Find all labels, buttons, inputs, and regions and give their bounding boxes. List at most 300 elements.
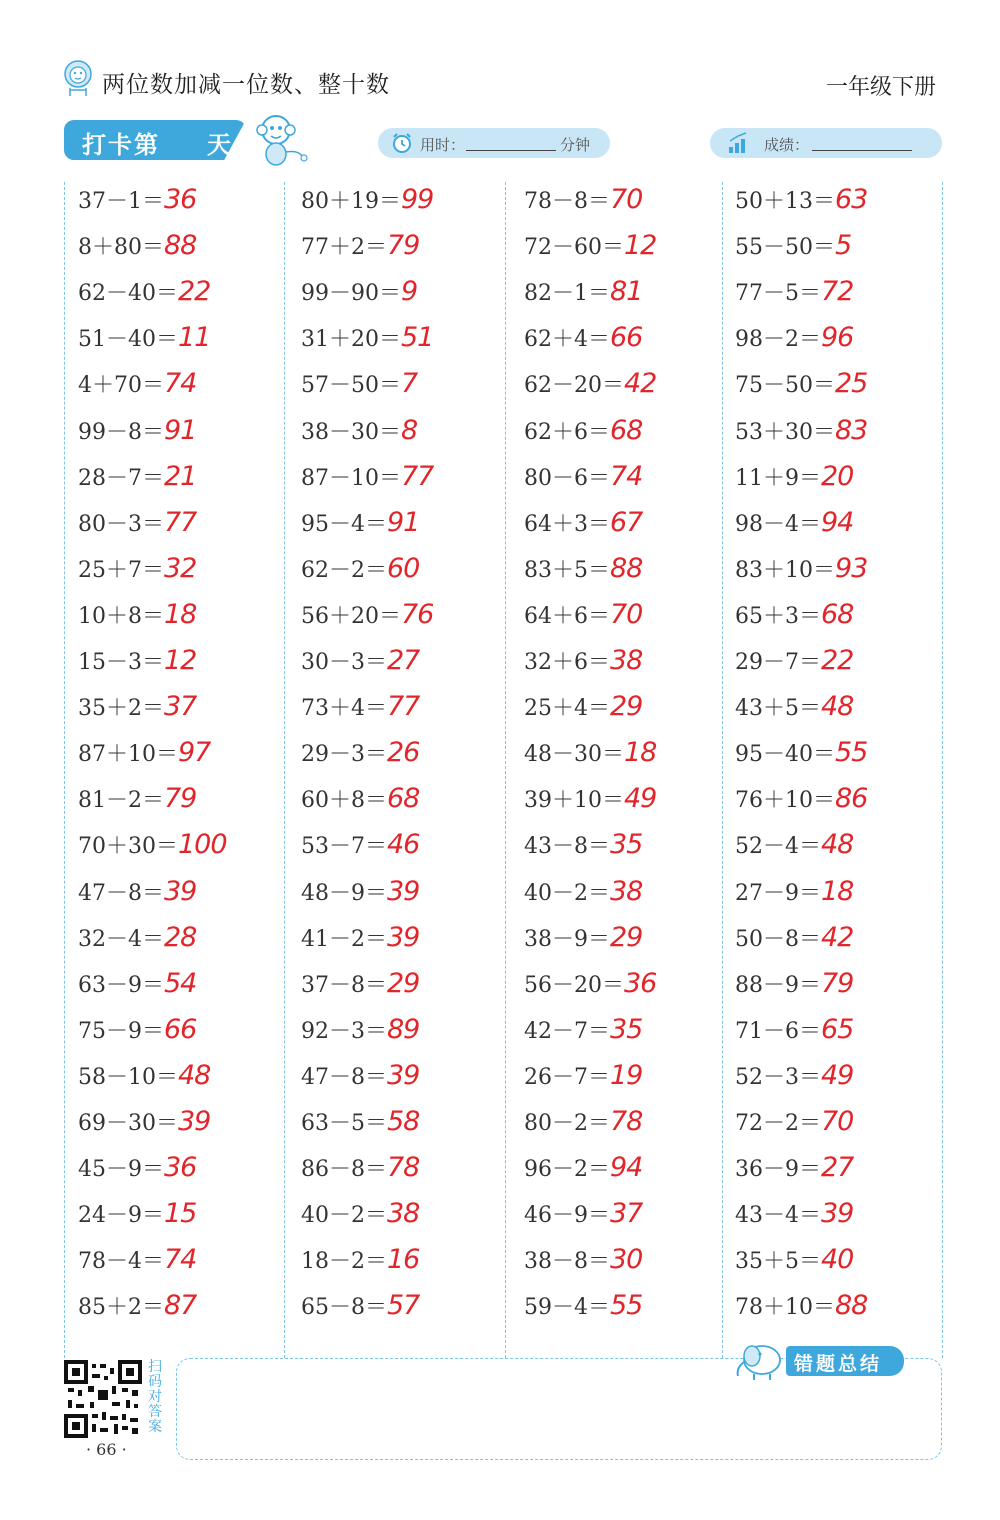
problem-row bbox=[524, 1290, 642, 1336]
problem-row bbox=[301, 599, 433, 645]
problem-equation: 60＋8＝ bbox=[301, 788, 387, 814]
handwritten-answer[interactable]: 38 bbox=[610, 645, 643, 676]
problem-row bbox=[301, 507, 419, 553]
problem-equation: 88－9＝ bbox=[735, 972, 821, 998]
problem-equation: 83＋5＝ bbox=[524, 557, 610, 583]
problem-equation: 4＋70＝ bbox=[78, 373, 164, 399]
handwritten-answer[interactable]: 49 bbox=[821, 1059, 854, 1091]
problem-row bbox=[78, 645, 196, 691]
handwritten-answer[interactable]: 70 bbox=[610, 184, 643, 215]
problem-row bbox=[524, 276, 642, 322]
problem-equation: 35＋5＝ bbox=[735, 1249, 821, 1275]
problem-equation: 10＋8＝ bbox=[78, 603, 164, 629]
problem-equation: 29－7＝ bbox=[735, 650, 821, 675]
problem-equation: 64＋6＝ bbox=[524, 603, 610, 629]
handwritten-answer[interactable]: 74 bbox=[610, 460, 643, 492]
problem-equation: 64＋3＝ bbox=[524, 511, 610, 537]
problem-equation: 43＋5＝ bbox=[735, 696, 821, 722]
problem-equation: 48－9＝ bbox=[301, 880, 387, 906]
column-divider bbox=[942, 182, 943, 1358]
handwritten-answer[interactable]: 68 bbox=[387, 783, 420, 815]
problem-row bbox=[78, 829, 227, 875]
handwritten-answer[interactable]: 70 bbox=[610, 598, 643, 630]
handwritten-answer[interactable]: 32 bbox=[164, 552, 197, 584]
problem-equation: 80－2＝ bbox=[524, 1111, 610, 1136]
problem-row bbox=[735, 1152, 853, 1198]
problem-equation: 65＋3＝ bbox=[735, 603, 821, 629]
problem-equation: 11＋9＝ bbox=[735, 465, 821, 491]
handwritten-answer[interactable]: 55 bbox=[835, 737, 868, 769]
problem-equation: 62＋6＝ bbox=[524, 419, 610, 445]
problem-equation: 72－2＝ bbox=[735, 1111, 821, 1136]
handwritten-answer[interactable]: 91 bbox=[387, 506, 420, 538]
score-label: 成绩： bbox=[764, 136, 810, 154]
problem-row bbox=[78, 184, 196, 230]
handwritten-answer[interactable]: 18 bbox=[821, 875, 854, 907]
handwritten-answer[interactable]: 76 bbox=[401, 598, 434, 630]
handwritten-answer[interactable]: 21 bbox=[164, 460, 197, 492]
problem-equation: 75－9＝ bbox=[78, 1018, 164, 1044]
problem-row bbox=[301, 1290, 419, 1336]
problem-equation: 63－5＝ bbox=[301, 1111, 387, 1136]
column-divider bbox=[284, 182, 285, 1358]
problem-row bbox=[524, 322, 642, 368]
handwritten-answer[interactable]: 48 bbox=[178, 1059, 211, 1091]
problem-equation: 71－6＝ bbox=[735, 1018, 821, 1044]
problem-row bbox=[735, 276, 853, 322]
problem-equation: 96－2＝ bbox=[524, 1157, 610, 1183]
handwritten-answer[interactable]: 87 bbox=[164, 1290, 197, 1322]
handwritten-answer[interactable]: 88 bbox=[835, 1290, 868, 1322]
problem-equation: 83＋10＝ bbox=[735, 557, 835, 583]
problem-row bbox=[78, 783, 196, 829]
problem-row bbox=[524, 783, 656, 829]
problem-row bbox=[735, 415, 867, 461]
handwritten-answer[interactable]: 37 bbox=[164, 691, 197, 723]
handwritten-answer[interactable]: 7 bbox=[401, 368, 418, 400]
handwritten-answer[interactable]: 94 bbox=[821, 506, 854, 538]
handwritten-answer[interactable]: 36 bbox=[164, 184, 197, 215]
problem-row bbox=[78, 922, 196, 968]
handwritten-answer[interactable]: 12 bbox=[624, 230, 657, 262]
problem-equation: 62＋4＝ bbox=[524, 327, 610, 353]
problem-row bbox=[78, 1244, 196, 1290]
problem-row bbox=[301, 1198, 419, 1244]
handwritten-answer[interactable]: 54 bbox=[164, 967, 197, 999]
time-input-line[interactable] bbox=[466, 150, 556, 151]
problem-row bbox=[301, 876, 419, 922]
problem-row bbox=[524, 415, 642, 461]
handwritten-answer[interactable]: 39 bbox=[821, 1198, 854, 1230]
problem-equation: 56－20＝ bbox=[524, 972, 624, 998]
handwritten-answer[interactable]: 28 bbox=[164, 921, 197, 953]
handwritten-answer[interactable]: 72 bbox=[821, 276, 854, 308]
problem-row bbox=[78, 415, 196, 461]
handwritten-answer[interactable]: 60 bbox=[387, 552, 420, 584]
handwritten-answer[interactable]: 35 bbox=[610, 829, 643, 861]
problem-equation: 85＋2＝ bbox=[78, 1295, 164, 1321]
handwritten-answer[interactable]: 11 bbox=[178, 322, 211, 354]
problem-row bbox=[735, 599, 853, 645]
lion-logo-icon bbox=[62, 60, 94, 98]
handwritten-answer[interactable]: 38 bbox=[610, 875, 643, 907]
problem-equation: 32－4＝ bbox=[78, 926, 164, 952]
problem-equation: 30－3＝ bbox=[301, 650, 387, 675]
problem-row bbox=[301, 737, 419, 783]
column-divider bbox=[505, 182, 506, 1358]
problem-equation: 70＋30＝ bbox=[78, 834, 178, 860]
handwritten-answer[interactable]: 74 bbox=[164, 368, 197, 400]
page-number: · 66 · bbox=[86, 1440, 127, 1459]
handwritten-answer[interactable]: 29 bbox=[610, 691, 643, 723]
problem-row bbox=[735, 322, 853, 368]
handwritten-answer[interactable]: 63 bbox=[835, 184, 868, 215]
problem-row bbox=[735, 553, 867, 599]
problem-equation: 55－50＝ bbox=[735, 235, 835, 261]
problem-row bbox=[735, 184, 867, 230]
handwritten-answer[interactable]: 79 bbox=[821, 967, 854, 999]
problem-row bbox=[735, 645, 853, 691]
problem-equation: 75－50＝ bbox=[735, 373, 835, 399]
problem-row bbox=[78, 599, 196, 645]
problem-row bbox=[78, 737, 210, 783]
problem-equation: 86－8＝ bbox=[301, 1157, 387, 1183]
problem-row bbox=[735, 829, 853, 875]
problem-row bbox=[524, 368, 656, 414]
problem-equation: 43－8＝ bbox=[524, 834, 610, 860]
problem-equation: 92－3＝ bbox=[301, 1018, 387, 1044]
handwritten-answer[interactable]: 19 bbox=[610, 1059, 643, 1091]
problem-row bbox=[735, 368, 867, 414]
handwritten-answer[interactable]: 67 bbox=[610, 506, 643, 538]
mistake-summary-label: 错题总结 bbox=[794, 1353, 883, 1375]
problem-row bbox=[735, 1014, 853, 1060]
problem-equation: 62－20＝ bbox=[524, 373, 624, 399]
problem-equation: 50＋13＝ bbox=[735, 189, 835, 214]
problem-row bbox=[301, 322, 433, 368]
problem-equation: 47－8＝ bbox=[301, 1064, 387, 1090]
problem-row bbox=[524, 230, 656, 276]
problem-equation: 58－10＝ bbox=[78, 1064, 178, 1090]
handwritten-answer[interactable]: 78 bbox=[610, 1106, 643, 1137]
problem-row bbox=[301, 553, 419, 599]
handwritten-answer[interactable]: 96 bbox=[821, 322, 854, 354]
handwritten-answer[interactable]: 22 bbox=[178, 276, 211, 308]
handwritten-answer[interactable]: 27 bbox=[821, 1152, 854, 1184]
problem-equation: 41－2＝ bbox=[301, 926, 387, 952]
page-title: 两位数加减一位数、整十数 bbox=[102, 72, 390, 98]
problem-equation: 48－30＝ bbox=[524, 742, 624, 768]
handwritten-answer[interactable]: 25 bbox=[835, 368, 868, 400]
problem-equation: 25＋4＝ bbox=[524, 696, 610, 722]
problem-row bbox=[78, 691, 196, 737]
problem-equation: 53－7＝ bbox=[301, 834, 387, 860]
handwritten-answer[interactable]: 70 bbox=[821, 1106, 854, 1137]
problem-equation: 38－8＝ bbox=[524, 1249, 610, 1275]
problem-equation: 76＋10＝ bbox=[735, 788, 835, 814]
score-input-line[interactable] bbox=[812, 150, 912, 151]
handwritten-answer[interactable]: 94 bbox=[610, 1152, 643, 1184]
problem-row bbox=[301, 783, 419, 829]
problem-row bbox=[301, 184, 433, 230]
handwritten-answer[interactable]: 35 bbox=[610, 1013, 643, 1045]
problem-row bbox=[524, 876, 642, 922]
handwritten-answer[interactable]: 27 bbox=[387, 645, 420, 676]
problem-equation: 77－5＝ bbox=[735, 281, 821, 307]
handwritten-answer[interactable]: 83 bbox=[835, 414, 868, 446]
problem-equation: 56＋20＝ bbox=[301, 603, 401, 629]
handwritten-answer[interactable]: 79 bbox=[387, 230, 420, 262]
problem-equation: 39＋10＝ bbox=[524, 788, 624, 814]
handwritten-answer[interactable]: 9 bbox=[401, 276, 418, 308]
problem-equation: 77＋2＝ bbox=[301, 235, 387, 261]
problem-row bbox=[301, 922, 419, 968]
problem-row bbox=[735, 230, 851, 276]
problem-row bbox=[735, 1198, 853, 1244]
problem-row bbox=[524, 1106, 642, 1152]
problem-row bbox=[301, 230, 419, 276]
handwritten-answer[interactable]: 89 bbox=[387, 1013, 420, 1045]
problem-row bbox=[78, 276, 210, 322]
problem-row bbox=[524, 507, 642, 553]
handwritten-answer[interactable]: 46 bbox=[387, 829, 420, 861]
problem-equation: 80－3＝ bbox=[78, 511, 164, 537]
problem-row bbox=[301, 1152, 419, 1198]
problem-row bbox=[735, 737, 867, 783]
problem-row bbox=[735, 1060, 853, 1106]
handwritten-answer[interactable]: 38 bbox=[387, 1198, 420, 1230]
problem-row bbox=[78, 230, 196, 276]
problem-equation: 52－4＝ bbox=[735, 834, 821, 860]
problem-row bbox=[524, 691, 642, 737]
handwritten-answer[interactable]: 68 bbox=[821, 598, 854, 630]
problem-equation: 80－6＝ bbox=[524, 465, 610, 491]
problem-row bbox=[78, 368, 196, 414]
problem-row bbox=[301, 645, 419, 691]
problem-row bbox=[78, 461, 196, 507]
handwritten-answer[interactable]: 18 bbox=[164, 598, 197, 630]
problem-row bbox=[735, 1290, 867, 1336]
problem-row bbox=[735, 507, 853, 553]
problem-row bbox=[524, 1014, 642, 1060]
handwritten-answer[interactable]: 97 bbox=[178, 737, 211, 769]
problem-equation: 37－1＝ bbox=[78, 189, 164, 214]
handwritten-answer[interactable]: 86 bbox=[835, 783, 868, 815]
handwritten-answer[interactable]: 39 bbox=[387, 875, 420, 907]
alarm-clock-icon bbox=[390, 131, 414, 155]
problem-row bbox=[735, 968, 853, 1014]
handwritten-answer[interactable]: 100 bbox=[178, 829, 227, 861]
problem-row bbox=[78, 1198, 196, 1244]
handwritten-answer[interactable]: 16 bbox=[387, 1244, 420, 1276]
problem-row bbox=[78, 876, 196, 922]
problem-equation: 32＋6＝ bbox=[524, 650, 610, 675]
handwritten-answer[interactable]: 91 bbox=[164, 414, 197, 446]
problem-equation: 73＋4＝ bbox=[301, 696, 387, 722]
problem-row bbox=[78, 968, 196, 1014]
handwritten-answer[interactable]: 66 bbox=[610, 322, 643, 354]
handwritten-answer[interactable]: 29 bbox=[610, 921, 643, 953]
handwritten-answer[interactable]: 22 bbox=[821, 645, 854, 676]
problem-equation: 47－8＝ bbox=[78, 880, 164, 906]
problem-row bbox=[301, 968, 419, 1014]
problem-equation: 8＋80＝ bbox=[78, 235, 164, 261]
checkin-day-suffix: 天 bbox=[207, 131, 231, 159]
bar-chart-icon bbox=[726, 131, 750, 155]
handwritten-answer[interactable]: 78 bbox=[387, 1152, 420, 1184]
handwritten-answer[interactable]: 49 bbox=[624, 783, 657, 815]
problem-row bbox=[78, 1014, 196, 1060]
handwritten-answer[interactable]: 77 bbox=[387, 691, 420, 723]
problem-equation: 98－2＝ bbox=[735, 327, 821, 353]
problem-row bbox=[78, 553, 196, 599]
problem-equation: 26－7＝ bbox=[524, 1064, 610, 1090]
handwritten-answer[interactable]: 88 bbox=[610, 552, 643, 584]
problem-equation: 52－3＝ bbox=[735, 1064, 821, 1090]
handwritten-answer[interactable]: 39 bbox=[178, 1106, 211, 1137]
qr-label: 扫码对答案 bbox=[148, 1359, 162, 1435]
handwritten-answer[interactable]: 77 bbox=[401, 460, 434, 492]
problem-row bbox=[524, 922, 642, 968]
problem-equation: 95－4＝ bbox=[301, 511, 387, 537]
problem-equation: 57－50＝ bbox=[301, 373, 401, 399]
problem-equation: 78－4＝ bbox=[78, 1249, 164, 1275]
problem-equation: 27－9＝ bbox=[735, 880, 821, 906]
problem-equation: 38－9＝ bbox=[524, 926, 610, 952]
handwritten-answer[interactable]: 36 bbox=[164, 1152, 197, 1184]
handwritten-answer[interactable]: 99 bbox=[401, 184, 434, 215]
handwritten-answer[interactable]: 51 bbox=[401, 322, 434, 354]
problem-row bbox=[301, 415, 417, 461]
handwritten-answer[interactable]: 48 bbox=[821, 829, 854, 861]
handwritten-answer[interactable]: 58 bbox=[387, 1106, 420, 1137]
handwritten-answer[interactable]: 81 bbox=[610, 276, 643, 308]
problem-equation: 63－9＝ bbox=[78, 972, 164, 998]
handwritten-answer[interactable]: 20 bbox=[821, 460, 854, 492]
problem-equation: 43－4＝ bbox=[735, 1203, 821, 1229]
problem-equation: 24－9＝ bbox=[78, 1203, 164, 1229]
problem-equation: 25＋7＝ bbox=[78, 557, 164, 583]
column-divider bbox=[722, 182, 723, 1358]
handwritten-answer[interactable]: 68 bbox=[610, 414, 643, 446]
handwritten-answer[interactable]: 5 bbox=[835, 230, 852, 262]
problem-row bbox=[524, 1198, 642, 1244]
problem-row bbox=[301, 276, 417, 322]
problem-row bbox=[78, 1152, 196, 1198]
problem-row bbox=[735, 876, 853, 922]
problem-equation: 51－40＝ bbox=[78, 327, 178, 353]
handwritten-answer[interactable]: 57 bbox=[387, 1290, 420, 1322]
handwritten-answer[interactable]: 30 bbox=[610, 1244, 643, 1276]
problem-row bbox=[735, 783, 867, 829]
problem-equation: 99－8＝ bbox=[78, 419, 164, 445]
grade-label: 一年级下册 bbox=[825, 75, 936, 100]
handwritten-answer[interactable]: 66 bbox=[164, 1013, 197, 1045]
handwritten-answer[interactable]: 39 bbox=[164, 875, 197, 907]
problem-equation: 62－2＝ bbox=[301, 557, 387, 583]
problem-row bbox=[301, 1060, 419, 1106]
handwritten-answer[interactable]: 39 bbox=[387, 1059, 420, 1091]
problem-equation: 38－30＝ bbox=[301, 419, 401, 445]
monkey-mascot-icon bbox=[252, 112, 310, 168]
problem-row bbox=[78, 1290, 196, 1336]
problem-row bbox=[524, 1060, 642, 1106]
handwritten-answer[interactable]: 48 bbox=[821, 691, 854, 723]
problem-equation: 36－9＝ bbox=[735, 1157, 821, 1183]
checkin-label: 打卡第 bbox=[82, 131, 160, 159]
problem-equation: 87＋10＝ bbox=[78, 742, 178, 768]
problem-row bbox=[735, 922, 853, 968]
problem-row bbox=[301, 1244, 419, 1290]
problem-row bbox=[301, 829, 419, 875]
problem-row bbox=[301, 691, 419, 737]
problem-equation: 45－9＝ bbox=[78, 1157, 164, 1183]
handwritten-answer[interactable]: 93 bbox=[835, 552, 868, 584]
handwritten-answer[interactable]: 79 bbox=[164, 783, 197, 815]
problem-row bbox=[524, 184, 642, 230]
problem-row bbox=[301, 1014, 419, 1060]
problem-row bbox=[524, 645, 642, 691]
problem-equation: 65－8＝ bbox=[301, 1295, 387, 1321]
elephant-icon bbox=[732, 1338, 788, 1382]
problem-equation: 29－3＝ bbox=[301, 742, 387, 768]
problem-equation: 40－2＝ bbox=[524, 880, 610, 906]
problem-row bbox=[524, 461, 642, 507]
problem-row bbox=[301, 1106, 419, 1152]
handwritten-answer[interactable]: 65 bbox=[821, 1013, 854, 1045]
problem-row bbox=[524, 968, 656, 1014]
handwritten-answer[interactable]: 26 bbox=[387, 737, 420, 769]
handwritten-answer[interactable]: 39 bbox=[387, 921, 420, 953]
problem-row bbox=[735, 461, 853, 507]
problem-equation: 46－9＝ bbox=[524, 1203, 610, 1229]
handwritten-answer[interactable]: 40 bbox=[821, 1244, 854, 1276]
handwritten-answer[interactable]: 29 bbox=[387, 967, 420, 999]
handwritten-answer[interactable]: 74 bbox=[164, 1244, 197, 1276]
problem-row bbox=[524, 599, 642, 645]
problem-equation: 72－60＝ bbox=[524, 235, 624, 261]
problem-row bbox=[524, 737, 656, 783]
handwritten-answer[interactable]: 42 bbox=[624, 368, 657, 400]
problem-equation: 59－4＝ bbox=[524, 1295, 610, 1321]
handwritten-answer[interactable]: 18 bbox=[624, 737, 657, 769]
problem-equation: 98－4＝ bbox=[735, 511, 821, 537]
handwritten-answer[interactable]: 55 bbox=[610, 1290, 643, 1322]
qr-code-icon[interactable] bbox=[64, 1360, 142, 1438]
problem-equation: 69－30＝ bbox=[78, 1111, 178, 1136]
handwritten-answer[interactable]: 37 bbox=[610, 1198, 643, 1230]
handwritten-answer[interactable]: 77 bbox=[164, 506, 197, 538]
problem-equation: 78－8＝ bbox=[524, 189, 610, 214]
handwritten-answer[interactable]: 36 bbox=[624, 967, 657, 999]
time-unit: 分钟 bbox=[560, 136, 591, 154]
problem-row bbox=[301, 461, 433, 507]
problem-row bbox=[735, 1244, 853, 1290]
handwritten-answer[interactable]: 15 bbox=[164, 1198, 197, 1230]
problem-row bbox=[301, 368, 417, 414]
problem-row bbox=[524, 829, 642, 875]
handwritten-answer[interactable]: 42 bbox=[821, 921, 854, 953]
problem-equation: 82－1＝ bbox=[524, 281, 610, 307]
handwritten-answer[interactable]: 8 bbox=[401, 414, 418, 446]
column-divider bbox=[64, 182, 65, 1358]
problem-row bbox=[735, 691, 853, 737]
problem-equation: 15－3＝ bbox=[78, 650, 164, 675]
handwritten-answer[interactable]: 88 bbox=[164, 230, 197, 262]
problem-equation: 28－7＝ bbox=[78, 465, 164, 491]
problem-equation: 95－40＝ bbox=[735, 742, 835, 768]
handwritten-answer[interactable]: 12 bbox=[164, 645, 197, 676]
